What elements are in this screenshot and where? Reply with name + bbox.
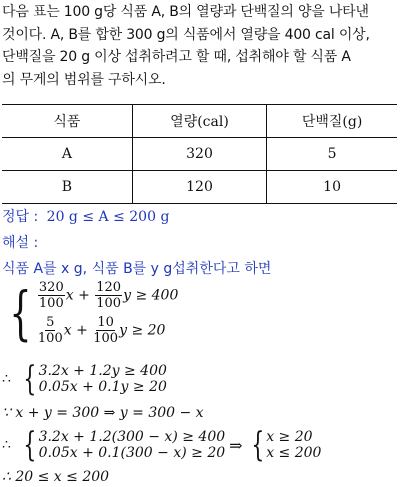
system-4-eq-1: x ≥ 20 bbox=[266, 429, 313, 445]
answer-value: 20 g ≤ A ≤ 200 g bbox=[46, 209, 170, 225]
system-3-eq-1: 3.2x + 1.2(300 − x) ≥ 400 bbox=[38, 429, 226, 445]
system-3-eq-2: 0.05x + 0.1(300 − x) ≥ 20 bbox=[38, 445, 226, 461]
cell-protein-b: 10 bbox=[267, 171, 397, 204]
cell-protein-a: 5 bbox=[267, 138, 397, 171]
final-answer: ∴ 20 ≤ x ≤ 200 bbox=[2, 469, 110, 485]
system-1: { $\frac{320}{100}$ x + $\frac{120}{100}$ y ≥ 400 $\frac{5}{100}$ x + $\frac{10}{100}$ y ≥ 20 bbox=[9, 279, 179, 347]
header-protein: 단백질(g) bbox=[267, 105, 397, 138]
table-row bbox=[2, 171, 397, 204]
solution-label: 해설 : bbox=[2, 235, 39, 251]
problem-line: 단백질을 20 g 이상 섭취하려고 할 때, 섭취해야 할 식품 A bbox=[2, 49, 351, 65]
because-line: ∵ x + y = 300 ⇒ y = 300 − x bbox=[2, 405, 204, 421]
nutrition-table bbox=[2, 104, 397, 204]
table-header-row bbox=[2, 105, 397, 138]
implies-arrow: ⇒ bbox=[229, 435, 243, 455]
header-food: 식품 bbox=[2, 105, 132, 138]
solution-intro: 식품 A를 x g, 식품 B를 y g섭취한다고 하면 bbox=[2, 261, 272, 277]
problem-line: 의 무게의 범위를 구하시오. bbox=[2, 71, 166, 88]
system-2: ∴ { 3.2x + 1.2y ≥ 400 0.05x + 0.1y ≥ 20 bbox=[2, 359, 167, 399]
problem-line: 다음 표는 100 g당 식품 A, B의 열량과 단백질의 양을 나타낸 bbox=[2, 4, 369, 20]
cell-calories-b: 120 bbox=[132, 171, 266, 204]
system-1-eq-1: $\frac{320}{100}$ x + $\frac{120}{100}$ y ≥ 400 bbox=[38, 280, 179, 311]
system-1-eq-2: $\frac{5}{100}$ x + $\frac{10}{100}$ y ≥ 20 bbox=[37, 315, 166, 346]
cell-food-a: A bbox=[2, 138, 132, 171]
problem-line: 것이다. A, B를 합한 300 g의 식품에서 열량을 400 cal 이상, bbox=[2, 26, 370, 43]
answer-line bbox=[2, 206, 169, 226]
system-4-eq-2: x ≤ 200 bbox=[266, 445, 322, 461]
system-2-eq-1: 3.2x + 1.2y ≥ 400 bbox=[38, 363, 167, 379]
cell-food-b: B bbox=[2, 171, 132, 204]
answer-label: 정답 : bbox=[2, 209, 39, 225]
system-2-eq-2: 0.05x + 0.1y ≥ 20 bbox=[38, 379, 167, 395]
header-calories: 열량(cal) bbox=[132, 105, 266, 138]
therefore-symbol: ∴ bbox=[2, 437, 11, 453]
problem-text bbox=[2, 1, 398, 91]
table-row bbox=[2, 138, 397, 171]
therefore-symbol: ∴ bbox=[2, 371, 11, 387]
cell-calories-a: 320 bbox=[132, 138, 266, 171]
system-3: ∴ { 3.2x + 1.2(300 − x) ≥ 400 0.05x + 0.1(300 − x) ≥ 20 ⇒ { x ≥ 20 x ≤ 200 bbox=[2, 425, 322, 465]
